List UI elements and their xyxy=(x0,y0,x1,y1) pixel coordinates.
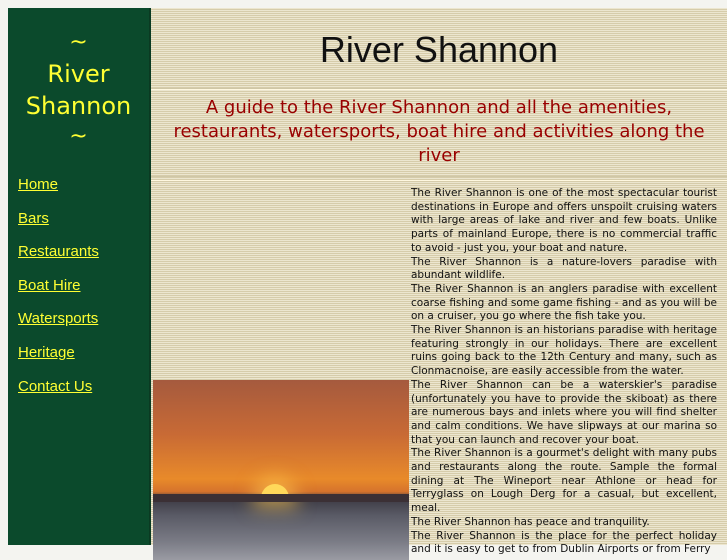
paragraph: The River Shannon has peace and tranquility. xyxy=(411,515,650,528)
paragraph: The River Shannon is an historians paradise with heritage featuring strongly in our holidays. There are excellent ruins going back to the 12th Century and many, such as Clonmacnoise, are easily accessible from the water. xyxy=(411,324,717,378)
subtitle-band xyxy=(151,89,727,177)
nav-link-home[interactable]: Home xyxy=(18,176,59,193)
nav-link-restaurants[interactable]: Restaurants xyxy=(18,243,99,261)
nav-link-boat-hire[interactable]: Boat Hire xyxy=(18,276,81,294)
paragraph: The River Shannon is an anglers paradise with excellent coarse fishing and some game fishing - and as you will be on a cruiser, you go where the fish take you. xyxy=(411,282,717,323)
content-area xyxy=(151,180,727,556)
title-line-shannon: Shannon xyxy=(25,92,132,120)
paragraph: The River Shannon is a gourmet's delight with many pubs and restaurants along the route. Sample the formal dining at The Wineport near Athlone or head for Terryglass on Lough Derg for a casual, but excellent, meal. xyxy=(411,447,717,515)
paragraph: The River Shannon can be a waterskier's paradise (unfortunately you have to provide the skiboat) as there are numerous bays and inlets where you will find shelter and calm conditions. We have slipways at our marina so that you can launch and recover your boat. xyxy=(411,378,717,446)
nav-link-bars[interactable]: Bars xyxy=(18,209,49,227)
nav-menu xyxy=(8,174,149,398)
header xyxy=(151,8,727,89)
nav-link-watersports[interactable]: Watersports xyxy=(18,310,99,328)
paragraph: The River Shannon is a nature-lovers paradise with abundant wildlife. xyxy=(411,255,717,282)
nav-link-heritage[interactable]: Heritage xyxy=(18,343,75,361)
main-content xyxy=(151,8,727,556)
page xyxy=(8,8,727,556)
site-title xyxy=(8,28,149,152)
title-tilde-bottom: ~ xyxy=(69,124,88,149)
page-title: River Shannon xyxy=(319,29,559,70)
title-tilde-top: ~ xyxy=(69,30,88,55)
page-subtitle: A guide to the River Shannon and all the amenities, restaurants, watersports, boat hire and activities along the river xyxy=(173,97,705,166)
shoreline-shape xyxy=(153,494,409,502)
paragraph: The River Shannon is the place for the perfect holiday and it is easy to get to from Dublin Airports or from Ferry xyxy=(411,529,717,556)
sunset-river-photo xyxy=(153,380,409,560)
intro-text xyxy=(411,187,717,557)
paragraph: The River Shannon is one of the most spectacular tourist destinations in Europe and offers unspoilt cruising waters with large areas of lake and river and few boats. Unlike parts of mainland Europe, there is no commercial traffic to avoid - just you, your boat and nature. xyxy=(411,187,717,254)
sidebar xyxy=(8,8,151,545)
nav-link-contact-us[interactable]: Contact Us xyxy=(18,377,93,395)
title-line-river: River xyxy=(47,60,110,88)
